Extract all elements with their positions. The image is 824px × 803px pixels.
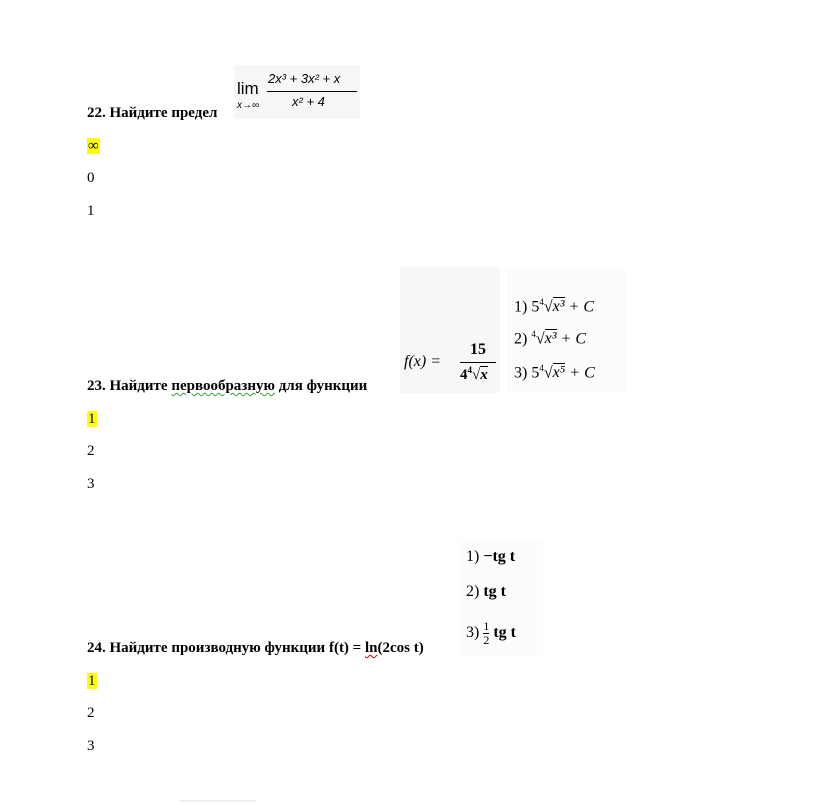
answer-3-label: 3) (514, 364, 528, 382)
den-radicand: x (480, 367, 488, 383)
answer-1: 1) $5^4√x^3 + C$ (514, 297, 594, 316)
q22-option-3[interactable]: 1 (87, 203, 95, 219)
lim-subscript: x→∞ (237, 100, 260, 111)
deriv-answer-1-text: −tg t (483, 548, 516, 565)
answer-2: 2) $^4$√x³ + C (514, 329, 586, 348)
answer-1-coef: 5 (531, 298, 540, 316)
answer-2-tail: + C (560, 330, 586, 348)
limit-numerator: 2x³ + 3x² + x (268, 71, 341, 86)
deriv-answer-3-label: 3) (466, 624, 480, 642)
q23-title-suffix: для функции (274, 378, 368, 394)
answer-3-root-index: 4 (539, 363, 544, 373)
answer-1-label: 1) (514, 298, 528, 316)
deriv-answer-2 (466, 583, 506, 601)
question-22-title: 22. Найдите предел (87, 105, 218, 121)
answer-1-tail: + C (568, 298, 594, 316)
q23-option-2[interactable]: 2 (87, 443, 95, 459)
q24-title-underlined: ln (364, 640, 378, 656)
q23-option-1-text: 1 (88, 411, 96, 427)
fraction-bar (267, 91, 357, 92)
q22-option-1[interactable] (87, 138, 100, 155)
answer-1-root-index: 4 (539, 297, 544, 307)
q24-title-prefix: 24. Найдите производную функции f(t) = (87, 640, 365, 656)
answer-2-label: 2) (514, 330, 528, 348)
antiderivative-answers-image (506, 267, 626, 393)
question-23-title (87, 378, 367, 395)
limit-formula-image (234, 65, 360, 119)
answer-1-radicand: x³ (552, 298, 565, 316)
lim-label: lim (237, 79, 259, 98)
deriv-answer-2-label: 2) (466, 583, 480, 600)
q22-option-2[interactable]: 0 (87, 170, 95, 186)
question-24-title (87, 640, 424, 657)
deriv-answer-2-text: tg t (483, 583, 506, 600)
f-denominator: $4^4√x$ (460, 365, 488, 383)
q23-title-underlined: первообразную (171, 378, 275, 394)
derivative-answers-image (460, 540, 543, 656)
q22-option-1-text: ∞ (88, 138, 99, 154)
f-numerator: 15 (470, 341, 486, 358)
answer-2-radicand: x³ (544, 330, 557, 348)
den-root-index: 4 (467, 365, 472, 375)
deriv-answer-3-fraction (483, 620, 489, 647)
q23-title-prefix: 23. Найдите (87, 378, 172, 394)
q24-option-3[interactable]: 3 (87, 738, 95, 754)
q24-title-suffix: (2cos t) (377, 640, 424, 656)
q24-option-1[interactable] (87, 673, 97, 690)
q24-option-2[interactable]: 2 (87, 705, 95, 721)
next-image-edge (180, 800, 256, 802)
q24-option-1-text: 1 (88, 673, 96, 689)
q23-option-3[interactable]: 3 (87, 476, 95, 492)
deriv-answer-3-frac-den: 2 (483, 633, 490, 647)
q23-option-1[interactable] (87, 411, 97, 428)
deriv-answer-3 (466, 620, 516, 647)
f-of-x-lhs: f(x) = (404, 353, 441, 370)
deriv-answer-3-frac-num: 1 (483, 619, 490, 633)
den-coef: 4 (460, 367, 468, 383)
answer-3: 3) $5^4√x^5 + C$ (514, 363, 595, 382)
f-fraction-bar (460, 362, 496, 363)
answer-2-root-index: 4 (531, 329, 536, 339)
deriv-answer-1-label: 1) (466, 548, 480, 565)
answer-3-coef: 5 (531, 364, 540, 382)
answer-3-radicand: x⁵ (552, 364, 566, 382)
deriv-answer-1 (466, 548, 515, 566)
limit-denominator: x² + 4 (292, 94, 325, 109)
answer-3-tail: + C (569, 364, 595, 382)
deriv-answer-3-text: tg t (493, 624, 516, 642)
function-formula-image (400, 267, 500, 393)
